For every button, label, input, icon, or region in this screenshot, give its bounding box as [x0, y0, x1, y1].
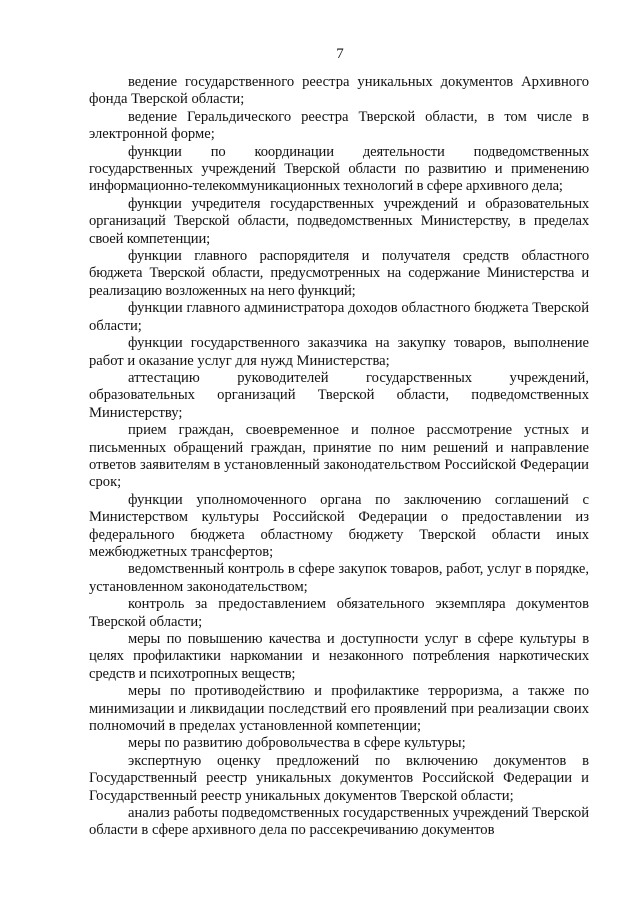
- paragraph: меры по противодействию и профилактике терроризма, а также по минимизации и ликвидации последствий его проявлений при реализации своих полномочий в пределах установленной компетенции;: [89, 683, 589, 735]
- paragraph: функции главного администратора доходов областного бюджета Тверской области;: [89, 300, 589, 334]
- paragraph: ведомственный контроль в сфере закупок товаров, работ, услуг в порядке, установленном законодательством;: [89, 561, 589, 595]
- paragraph: функции учредителя государственных учреждений и образовательных организаций Тверской области, подведомственных Министерству, в пределах своей компетенции;: [89, 195, 589, 247]
- paragraph: анализ работы подведомственных государственных учреждений Тверской области в сфере архивного дела по рассекречиванию документов: [89, 805, 589, 839]
- paragraph: контроль за предоставлением обязательного экземпляра документов Тверской области;: [89, 596, 589, 630]
- paragraph: функции главного распорядителя и получателя средств областного бюджета Тверской области, предусмотренных на содержание Министерства и реализацию возложенных на него функций;: [89, 248, 589, 299]
- document-body: [89, 74, 589, 840]
- paragraph: меры по повышению качества и доступности услуг в сфере культуры в целях профилактики наркомании и незаконного потребления наркотических средств и психотропных веществ;: [89, 631, 589, 682]
- paragraph: экспертную оценку предложений по включению документов в Государственный реестр уникальных документов Российской Федерации и Государственный реестр уникальных документов Тверской области;: [89, 752, 589, 804]
- paragraph: функции уполномоченного органа по заключению соглашений с Министерством культуры Российской Федерации о предоставлении из федерального бюджета областному бюджету Тверской области иных межбюджетных трансфертов;: [89, 491, 589, 560]
- paragraph: ведение Геральдического реестра Тверской области, в том числе в электронной форме;: [89, 108, 589, 143]
- paragraph: функции государственного заказчика на закупку товаров, выполнение работ и оказание услуг для нужд Министерства;: [89, 335, 589, 369]
- paragraph: функции по координации деятельности подведомственных государственных учреждений Тверской области по развитию и применению информационно-телекоммуникационных технологий в сфере архивного дела;: [89, 143, 589, 195]
- page-number: 7: [336, 46, 344, 62]
- paragraph: ведение государственного реестра уникальных документов Архивного фонда Тверской области;: [89, 74, 589, 108]
- paragraph: меры по развитию добровольчества в сфере культуры;: [128, 735, 466, 752]
- paragraph: аттестацию руководителей государственных учреждений, образовательных организаций Тверской области, подведомственных Министерству;: [89, 369, 589, 421]
- paragraph: прием граждан, своевременное и полное рассмотрение устных и письменных обращений граждан, принятие по ним решений и направление ответов заявителям в установленный законодательством Российской Федерации срок;: [89, 422, 589, 491]
